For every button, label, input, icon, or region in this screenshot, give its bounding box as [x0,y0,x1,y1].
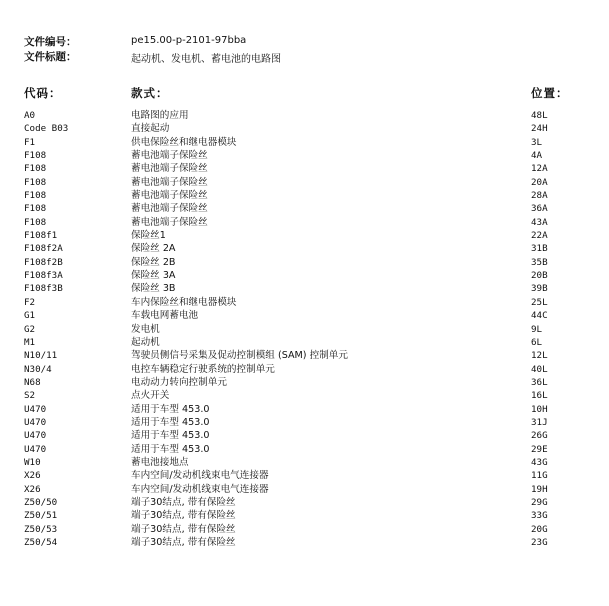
table-row [0,296,609,309]
row-code: F108 [24,216,47,228]
row-position: 4A [531,150,543,162]
header-position: 位置： [531,86,569,100]
row-position: 29E [531,443,548,455]
row-description: 车内空间/发动机线束电气连接器 [131,470,269,482]
row-position: 23G [531,537,548,548]
row-description: 适用于车型 453.0 [131,430,210,442]
row-code: A0 [24,110,36,121]
row-position: 25L [531,296,548,308]
row-position: 43A [531,216,548,228]
row-position: 16L [531,390,548,402]
row-code: N10/11 [24,350,58,362]
row-description: 端子30结点, 带有保险丝 [131,537,236,548]
row-description: 起动机 [131,336,160,348]
row-description: 蓄电池端子保险丝 [131,163,208,175]
row-description: 适用于车型 453.0 [131,443,210,455]
row-description: 车内保险丝和继电器模块 [131,296,237,308]
row-code: F108 [24,163,47,175]
row-code: G2 [24,323,36,335]
row-code: U470 [24,443,47,455]
table-row [0,122,609,135]
table-row [0,202,609,215]
row-position: 10H [531,403,548,415]
row-code: S2 [24,390,36,402]
row-description: 端子30结点, 带有保险丝 [131,523,236,535]
row-position: 26G [531,430,548,442]
header-description: 款式： [131,86,169,100]
table-row [0,429,609,442]
row-description: 供电保险丝和继电器模块 [131,136,237,148]
row-description: 点火开关 [131,390,170,402]
row-code: F108f3B [24,283,63,295]
file-title-label: 文件标题： [24,51,77,63]
row-position: 31J [531,416,548,428]
file-title-value: 起动机、发电机、蓄电池的电路图 [131,54,281,65]
table-row [0,216,609,229]
row-description: 蓄电池端子保险丝 [131,190,208,202]
row-code: F108f2A [24,243,63,255]
row-code: X26 [24,483,41,495]
row-description: 保险丝 2B [131,256,176,268]
table-row [0,136,609,149]
table-row [0,189,609,202]
table-row [0,229,609,242]
row-position: 35B [531,256,548,268]
row-code: U470 [24,403,47,415]
row-code: F108f1 [24,230,58,242]
row-code: F108 [24,176,47,188]
table-row [0,443,609,456]
row-description: 车载电网蓄电池 [131,310,199,322]
row-position: 6L [531,336,543,348]
row-code: F108 [24,190,47,202]
row-description: 蓄电池端子保险丝 [131,150,208,162]
row-code: U470 [24,416,47,428]
row-position: 12L [531,350,548,362]
row-code: Z50/50 [24,496,58,508]
row-description: 端子30结点, 带有保险丝 [131,510,236,522]
table-row [0,282,609,295]
row-code: N68 [24,376,41,388]
row-position: 43G [531,456,548,468]
row-description: 蓄电池端子保险丝 [131,216,208,228]
row-code: F108 [24,150,47,162]
table-row [0,536,609,549]
table-row [0,483,609,496]
row-code: N30/4 [24,363,52,375]
row-position: 11G [531,470,548,482]
table-row [0,109,609,122]
row-position: 48L [531,110,548,121]
row-description: 驾驶员侧信号采集及促动控制模组 (SAM) 控制单元 [131,350,348,362]
row-position: 44C [531,310,548,322]
row-description: 适用于车型 453.0 [131,416,210,428]
row-code: Z50/53 [24,523,58,535]
row-position: 20B [531,270,548,282]
table-row [0,176,609,189]
table-row [0,336,609,349]
row-description: 发电机 [131,323,160,335]
row-position: 39B [531,283,548,295]
row-position: 33G [531,510,548,522]
table-row [0,363,609,376]
table-row [0,162,609,175]
table-row [0,469,609,482]
row-position: 20G [531,523,548,535]
row-code: F108f2B [24,256,63,268]
row-description: 蓄电池接地点 [131,456,189,468]
row-position: 24H [531,123,548,135]
row-description: 保险丝 2A [131,243,176,255]
table-row [0,456,609,469]
row-position: 22A [531,230,548,242]
table-row [0,523,609,536]
row-code: F2 [24,296,36,308]
file-number-label: 文件编号： [24,36,77,48]
row-code: M1 [24,336,36,348]
row-position: 3L [531,136,543,148]
row-position: 28A [531,190,548,202]
table-row [0,349,609,362]
row-code: Z50/54 [24,537,58,548]
row-code: G1 [24,310,36,322]
table-row [0,323,609,336]
header-code: 代码： [24,86,62,100]
row-position: 9L [531,323,543,335]
table-row [0,149,609,162]
row-code: Code B03 [24,123,69,135]
table-row [0,509,609,522]
row-position: 12A [531,163,548,175]
component-table [0,109,609,549]
row-description: 保险丝 3B [131,283,176,295]
row-description: 蓄电池端子保险丝 [131,176,208,188]
row-position: 36A [531,203,548,215]
row-description: 蓄电池端子保险丝 [131,203,208,215]
table-row [0,242,609,255]
table-row [0,376,609,389]
table-row [0,416,609,429]
row-position: 36L [531,376,548,388]
row-position: 19H [531,483,548,495]
row-description: 保险丝 3A [131,270,176,282]
row-code: U470 [24,430,47,442]
row-description: 端子30结点, 带有保险丝 [131,496,236,508]
table-row [0,309,609,322]
row-code: W10 [24,456,41,468]
row-code: F108f3A [24,270,63,282]
row-code: F1 [24,136,36,148]
row-description: 电路图的应用 [131,110,189,121]
table-row [0,256,609,269]
row-code: F108 [24,203,47,215]
table-row [0,403,609,416]
row-description: 车内空间/发动机线束电气连接器 [131,483,269,495]
table-row [0,496,609,509]
row-position: 20A [531,176,548,188]
row-code: Z50/51 [24,510,58,522]
file-number-value: pe15.00-p-2101-97bba [131,35,247,46]
row-description: 直接起动 [131,123,170,135]
row-description: 适用于车型 453.0 [131,403,210,415]
row-description: 保险丝1 [131,230,166,242]
row-description: 电动动力转向控制单元 [131,376,227,388]
row-description: 电控车辆稳定行驶系统的控制单元 [131,363,275,375]
row-position: 29G [531,496,548,508]
row-code: X26 [24,470,41,482]
row-position: 40L [531,363,548,375]
table-row [0,269,609,282]
row-position: 31B [531,243,548,255]
table-row [0,389,609,402]
